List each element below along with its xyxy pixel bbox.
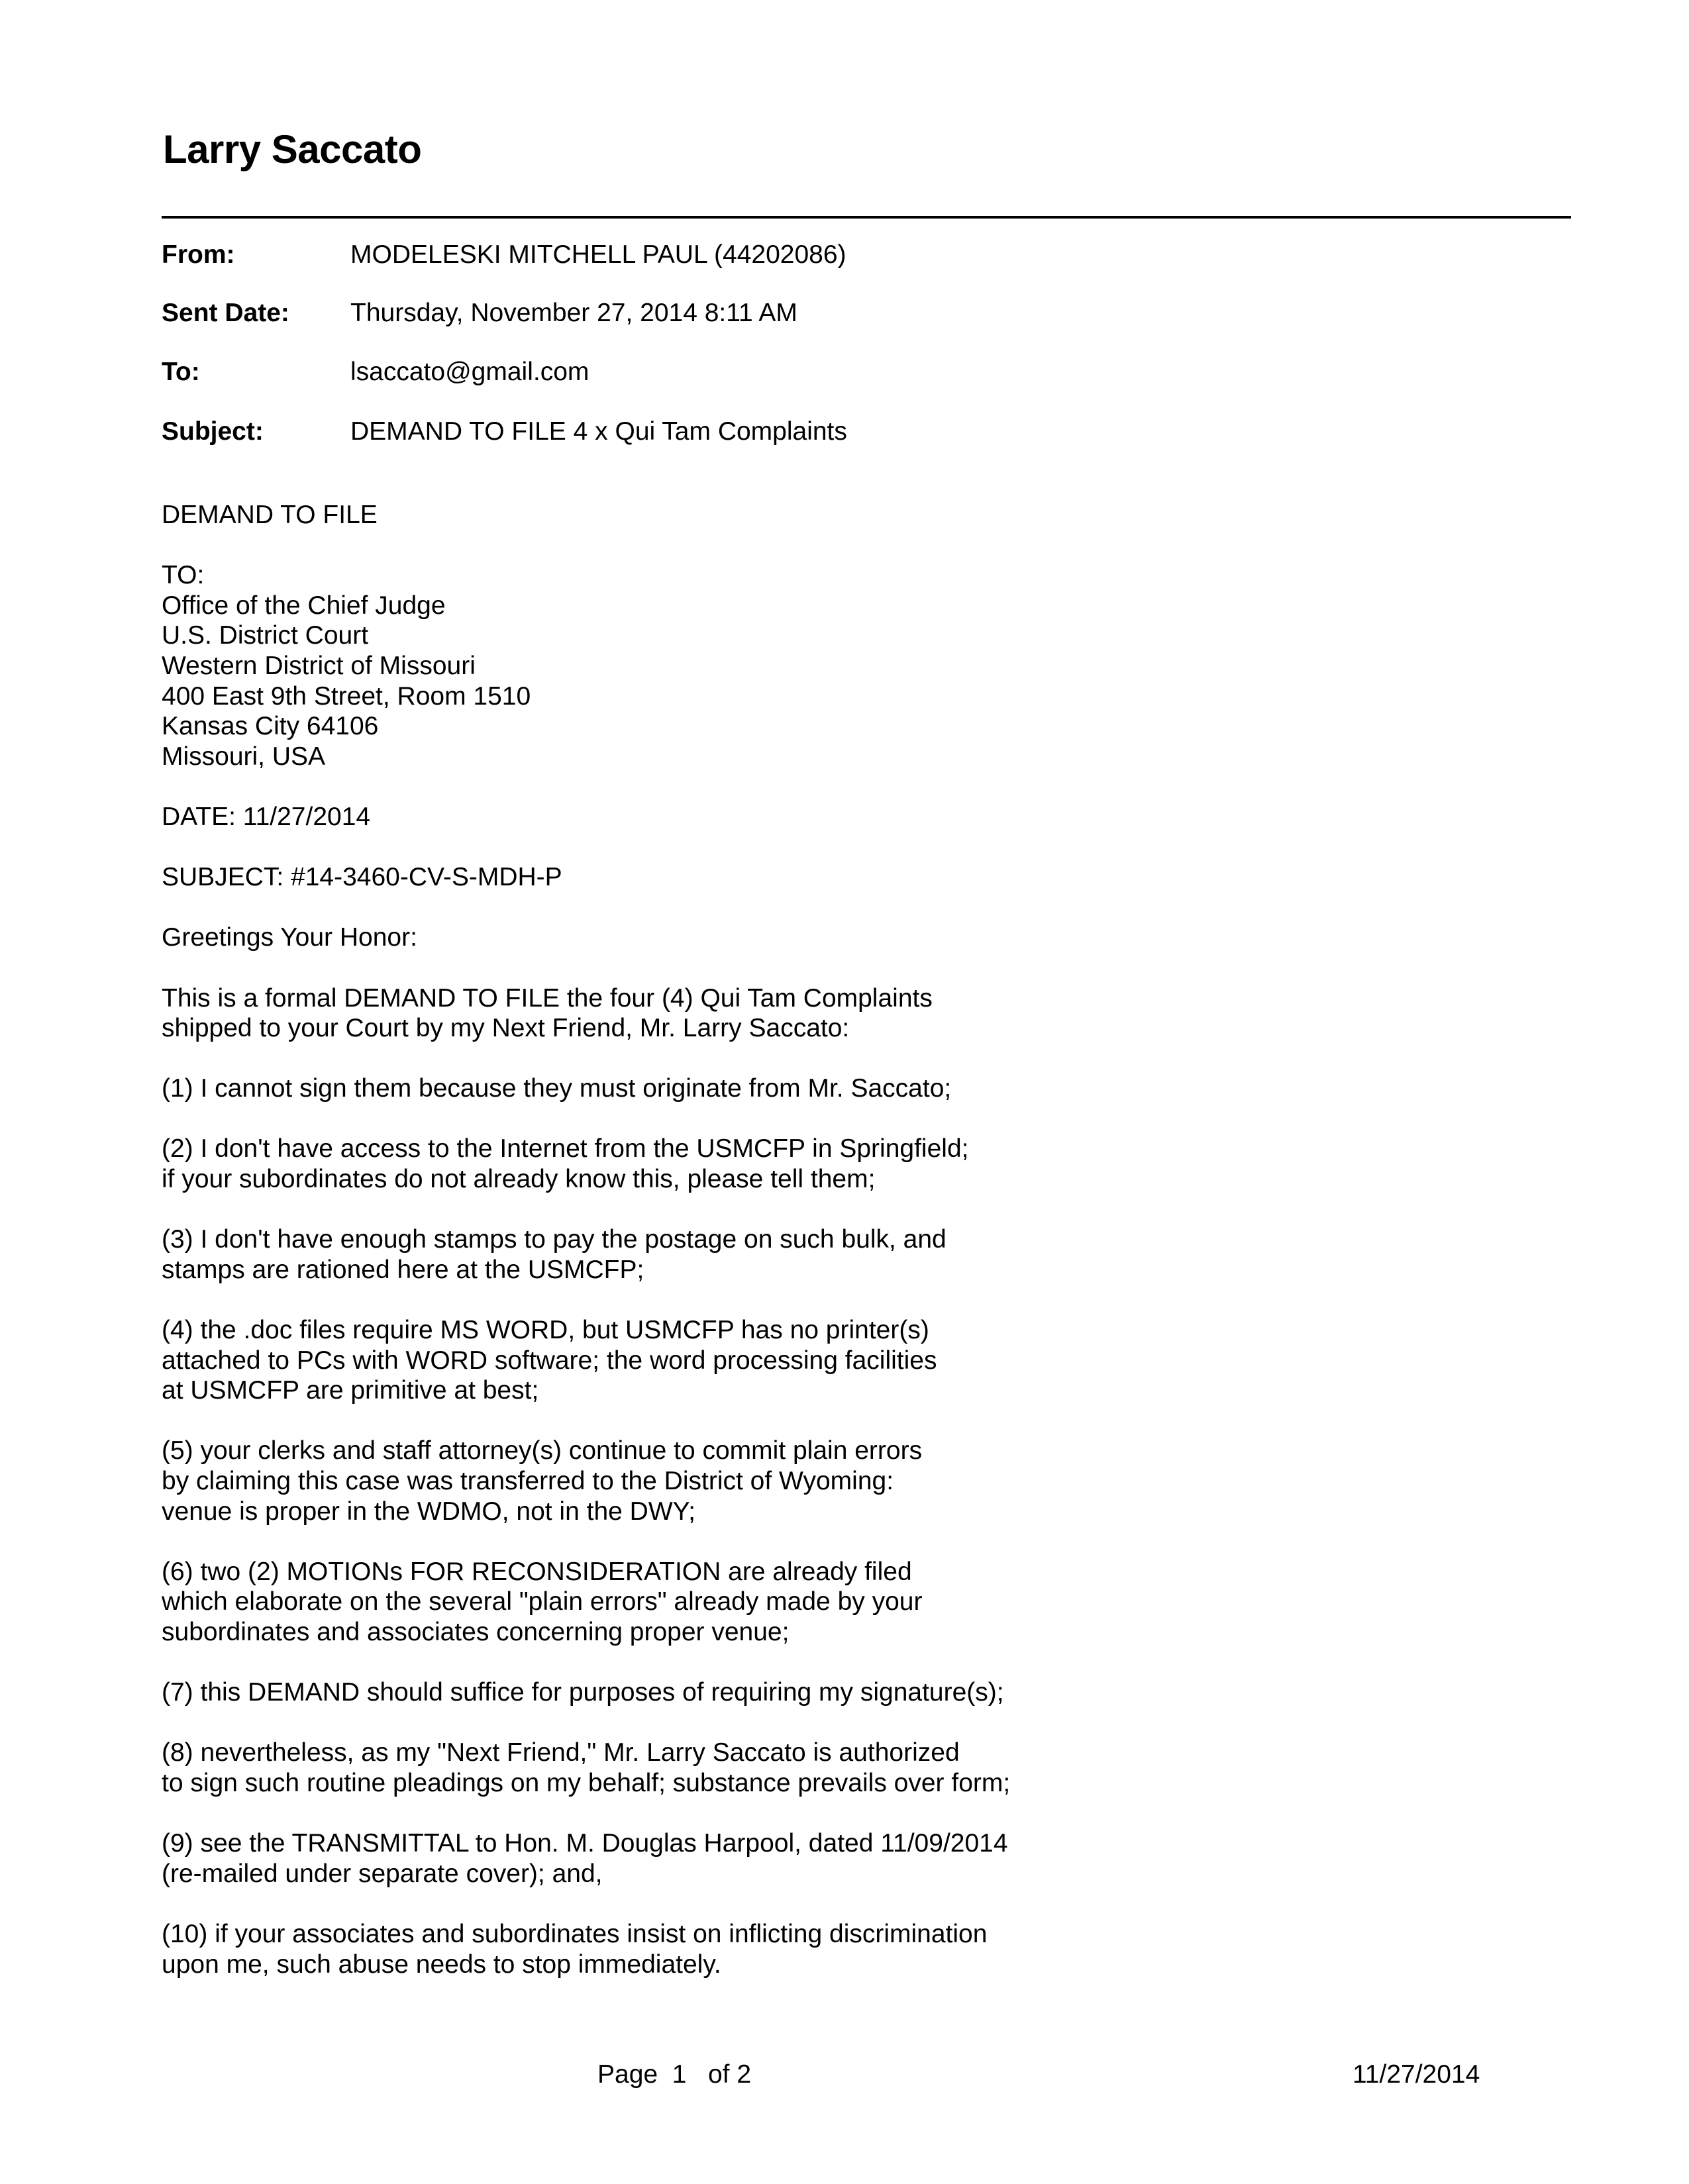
address-line: TO: <box>162 561 205 590</box>
sent-date-label: Sent Date: <box>162 299 289 327</box>
page-total: of 2 <box>707 2060 752 2089</box>
from-value: MODELESKI MITCHELL PAUL (44202086) <box>350 240 846 269</box>
list-item: (9) see the TRANSMITTAL to Hon. M. Douglas Harpool, dated 11/09/2014 (re-mailed under separate cover); and, <box>162 1829 1008 1888</box>
sent-date-value: Thursday, November 27, 2014 8:11 AM <box>350 299 797 327</box>
page-title: Larry Saccato <box>163 127 422 172</box>
subject-value: DEMAND TO FILE 4 x Qui Tam Complaints <box>350 417 847 446</box>
address-line: Missouri, USA <box>162 742 326 771</box>
subject-line: SUBJECT: #14-3460-CV-S-MDH-P <box>162 863 562 892</box>
from-label: From: <box>162 240 235 269</box>
recipient-address <box>162 560 1288 771</box>
list-item: (3) I don't have enough stamps to pay the postage on such bulk, and stamps are rationed here at the USMCFP; <box>162 1225 947 1284</box>
list-item: (10) if your associates and subordinates insist on inflicting discrimination upon me, such abuse needs to stop immediately. <box>162 1919 988 1979</box>
subject-label: Subject: <box>162 417 264 446</box>
to-label: To: <box>162 358 200 386</box>
page-number: 1 <box>672 2060 687 2089</box>
letter-body <box>162 500 1288 2010</box>
address-line: 400 East 9th Street, Room 1510 <box>162 681 531 711</box>
date-line: DATE: 11/27/2014 <box>162 802 371 831</box>
letter-heading: DEMAND TO FILE <box>162 501 378 529</box>
list-item: (1) I cannot sign them because they must originate from Mr. Saccato; <box>162 1074 952 1103</box>
list-item: (6) two (2) MOTIONs FOR RECONSIDERATION are already filed which elaborate on the several "plain errors" already made by your subordinates and associates concerning proper venue; <box>162 1557 923 1646</box>
footer-date: 11/27/2014 <box>1353 2060 1480 2089</box>
list-item: (4) the .doc files require MS WORD, but USMCFP has no printer(s) attached to PCs with WORD software; the word processing facilities at USMCFP are primitive at best; <box>162 1316 937 1405</box>
address-line: Kansas City 64106 <box>162 712 379 741</box>
list-item: (8) nevertheless, as my "Next Friend," Mr. Larry Saccato is authorized to sign such routine pleadings on my behalf; substance prevails over form; <box>162 1738 1011 1797</box>
intro-paragraph: This is a formal DEMAND TO FILE the four (4) Qui Tam Complaints shipped to your Court by my Next Friend, Mr. Larry Saccato: <box>162 983 933 1043</box>
list-item: (5) your clerks and staff attorney(s) continue to commit plain errors by claiming this case was transferred to the District of Wyoming: venue is proper in the WDMO, not in the DWY; <box>162 1436 923 1526</box>
list-item: (7) this DEMAND should suffice for purposes of requiring my signature(s); <box>162 1678 1004 1707</box>
greeting: Greetings Your Honor: <box>162 923 417 952</box>
page-label: Page <box>597 2060 658 2089</box>
page-indicator <box>597 2060 751 2090</box>
address-line: U.S. District Court <box>162 621 369 650</box>
to-value: lsaccato@gmail.com <box>350 358 589 386</box>
list-item: (2) I don't have access to the Internet from the USMCFP in Springfield; if your subordinates do not already know this, please tell them; <box>162 1134 969 1194</box>
address-line: Western District of Missouri <box>162 651 476 680</box>
title-divider <box>162 216 1571 219</box>
address-line: Office of the Chief Judge <box>162 591 446 620</box>
